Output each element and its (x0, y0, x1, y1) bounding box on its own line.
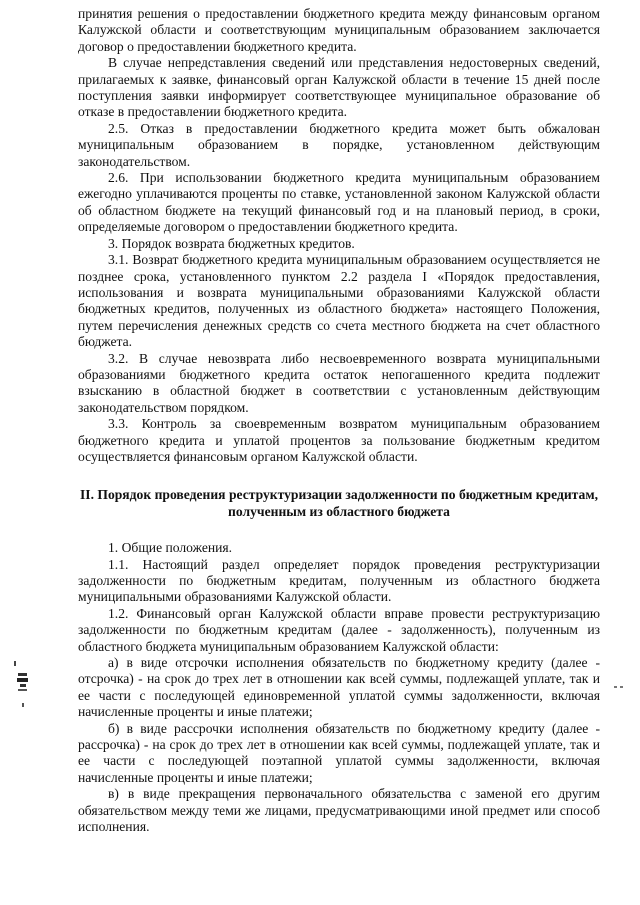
paragraph: 3.2. В случае невозврата либо несвоевременного возврата муниципальными образованиями бюджетного кредита остаток непогашенного кредита подлежит взысканию в областной бюджет в соответствии с установленным действующим законодательством порядком. (78, 350, 600, 415)
paragraph: принятия решения о предоставлении бюджетного кредита между финансовым органом Калужской области и соответствующим муниципальным образованием заключается договор о предоставлении бюджетного кредита. (78, 6, 600, 54)
paragraph: в) в виде прекращения первоначального обязательства с заменой его другим обязательством между теми же лицами, предусматривающими иной предмет или способ исполнения. (78, 786, 600, 835)
text-block-bottom (78, 540, 600, 835)
paragraph: а) в виде отсрочки исполнения обязательств по бюджетному кредиту (далее - отсрочка) - на срок до трех лет в отношении как всей суммы, подлежащей уплате, так и ее части с последующей единовременной уплатой суммы задолженности, включая начисленные проценты и иные платежи; (78, 655, 600, 720)
paragraph: 1.2. Финансовый орган Калужской области вправе провести реструктуризацию задолженности по бюджетным кредитам (далее - задолженность), полученным из областного бюджета муниципальным образованием Калужской области: (78, 605, 600, 654)
binding-stamp-mark (8, 655, 34, 715)
paragraph: В случае непредставления сведений или представления недостоверных сведений, прилагаемых к заявке, финансовый орган Калужской области в течение 15 дней после поступления заявки информирует соответствующее муниципальное образование об отказе в предоставлении бюджетного кредита. (78, 55, 600, 120)
paragraph: 1. Общие положения. (108, 540, 233, 556)
paragraph: 3.3. Контроль за своевременным возвратом муниципальным образованием бюджетного кредита и уплатой процентов за пользование бюджетным кредитом осуществляется финансовым органом Калужской области. (78, 416, 600, 464)
paragraph: 2.5. Отказ в предоставлении бюджетного кредита может быть обжалован муниципальным образованием в порядке, установленном действующим законодательством. (78, 120, 600, 169)
paragraph: 1.1. Настоящий раздел определяет порядок проведения реструктуризации задолженности по бюджетным кредитам, полученным из областного бюджета муниципальными образованиями Калужской области. (78, 556, 600, 605)
scan-speck (620, 686, 623, 688)
paragraph: 2.6. При использовании бюджетного кредита муниципальным образованием ежегодно уплачиваются проценты по ставке, установленной законом Калужской области об областном бюджете на текущий финансовый год и на плановый период, в сроки, определяемые договором о предоставлении бюджетного кредита. (78, 170, 600, 235)
section-heading: II. Порядок проведения реструктуризации задолженности по бюджетным кредитам, полученным из областного бюджета (80, 487, 598, 519)
paragraph: 3. Порядок возврата бюджетных кредитов. (108, 235, 355, 251)
scan-speck (614, 686, 617, 688)
text-block-top (78, 6, 600, 465)
document-page (78, 6, 600, 836)
paragraph: 3.1. Возврат бюджетного кредита муниципальным образованием осуществляется не позднее срока, установленного пунктом 2.2 раздела I «Порядок предоставления, использования и возврата муниципальными образованиями Калужской области бюджетных кредитов, полученных из областного бюджета» настоящего Положения, путем перечисления денежных средств со счета местного бюджета на счет областного бюджета. (78, 252, 600, 350)
paragraph: б) в виде рассрочки исполнения обязательств по бюджетному кредиту (далее - рассрочка) - на срок до трех лет в отношении как всей суммы, подлежащей уплате, так и ее части с последующей поэтапной уплатой суммы задолженности, включая начисленные проценты и иные платежи; (78, 720, 600, 785)
